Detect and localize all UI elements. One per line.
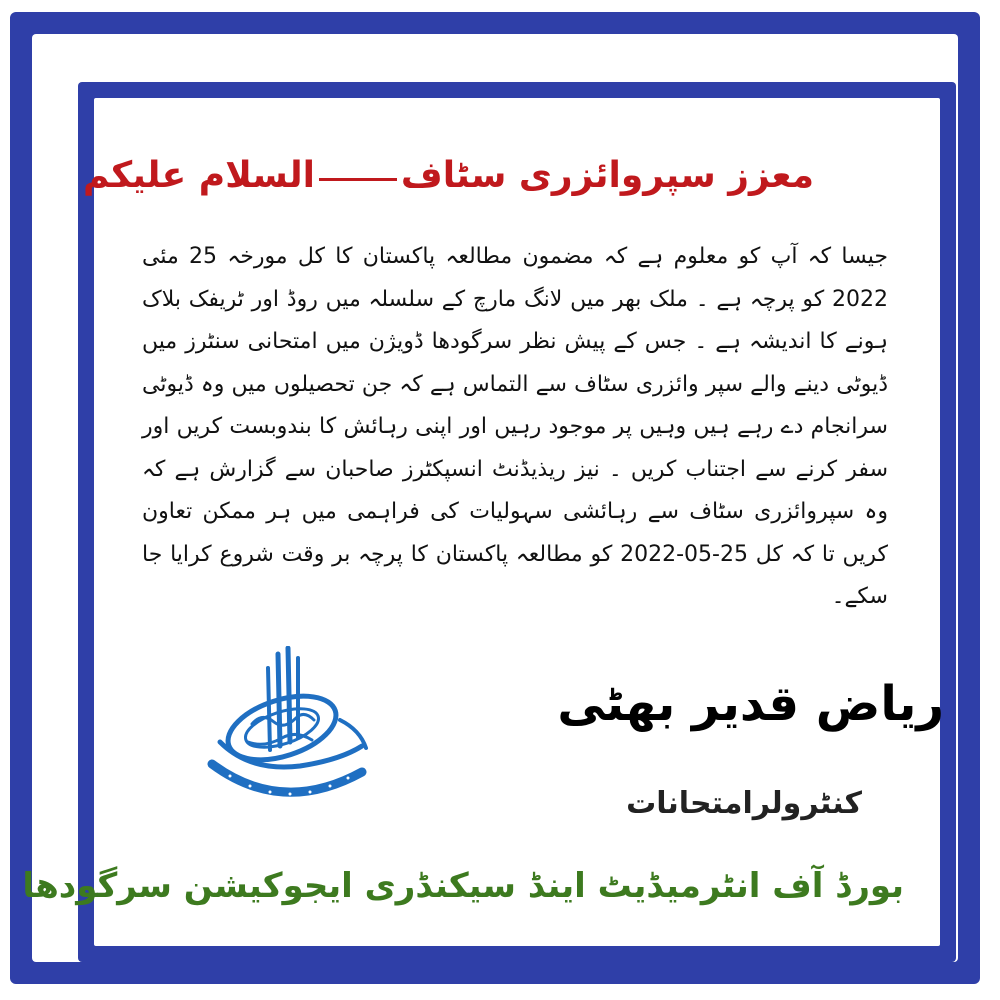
heading-greeting: السلام علیکم <box>83 155 315 196</box>
signatory-designation: کنٹرولرامتحانات <box>626 786 862 821</box>
heading-salutation-recipients: معزز سپروائزری سٹاف <box>400 155 814 196</box>
notice-heading <box>83 152 814 200</box>
signatory-name: ریاض قدیر بھٹی <box>557 676 944 732</box>
heading-dash-divider <box>319 178 397 181</box>
outer-border <box>10 12 980 984</box>
board-emblem-calligraphy-icon <box>190 646 380 816</box>
notice-body: جیسا کہ آپ کو معلوم ہے کہ مضمون مطالعہ پاکستان کا کل مورخہ 25 مئی 2022 کو پرچہ ہے ۔ ملک بھر میں لانگ مارچ کے سلسلہ میں روڈ اور ٹریفک بلاک ہونے کا اندیشہ ہے ۔ جس کے پیش نظر سرگودھا ڈویژن میں امتحانی سنٹرز میں ڈیوٹی دینے والے سپر وائزری سٹاف سے التماس ہے کہ جن تحصیلوں میں وہ ڈیوٹی سرانجام دے رہے ہیں وہیں پر موجود رہیں اور اپنی رہائش کا بندوبست کریں اور سفر کرنے سے اجتناب کریں ۔ نیز ریذیڈنٹ انسپکٹرز صاحبان سے گزارش ہے کہ وہ سپروائزری سٹاف سے رہائشی سہولیات کی فراہمی میں ہر ممکن تعاون کریں تا کہ کل 25-05-2022 کو مطالعہ پاکستان کا پرچہ بر وقت شروع کرایا جا سکے۔ <box>142 244 888 609</box>
notice-content <box>22 98 944 946</box>
inner-border <box>22 82 956 962</box>
border-gap <box>22 34 958 962</box>
board-name: بورڈ آف انٹرمیڈیٹ اینڈ سیکنڈری ایجوکیشن سرگودھا <box>22 866 904 906</box>
